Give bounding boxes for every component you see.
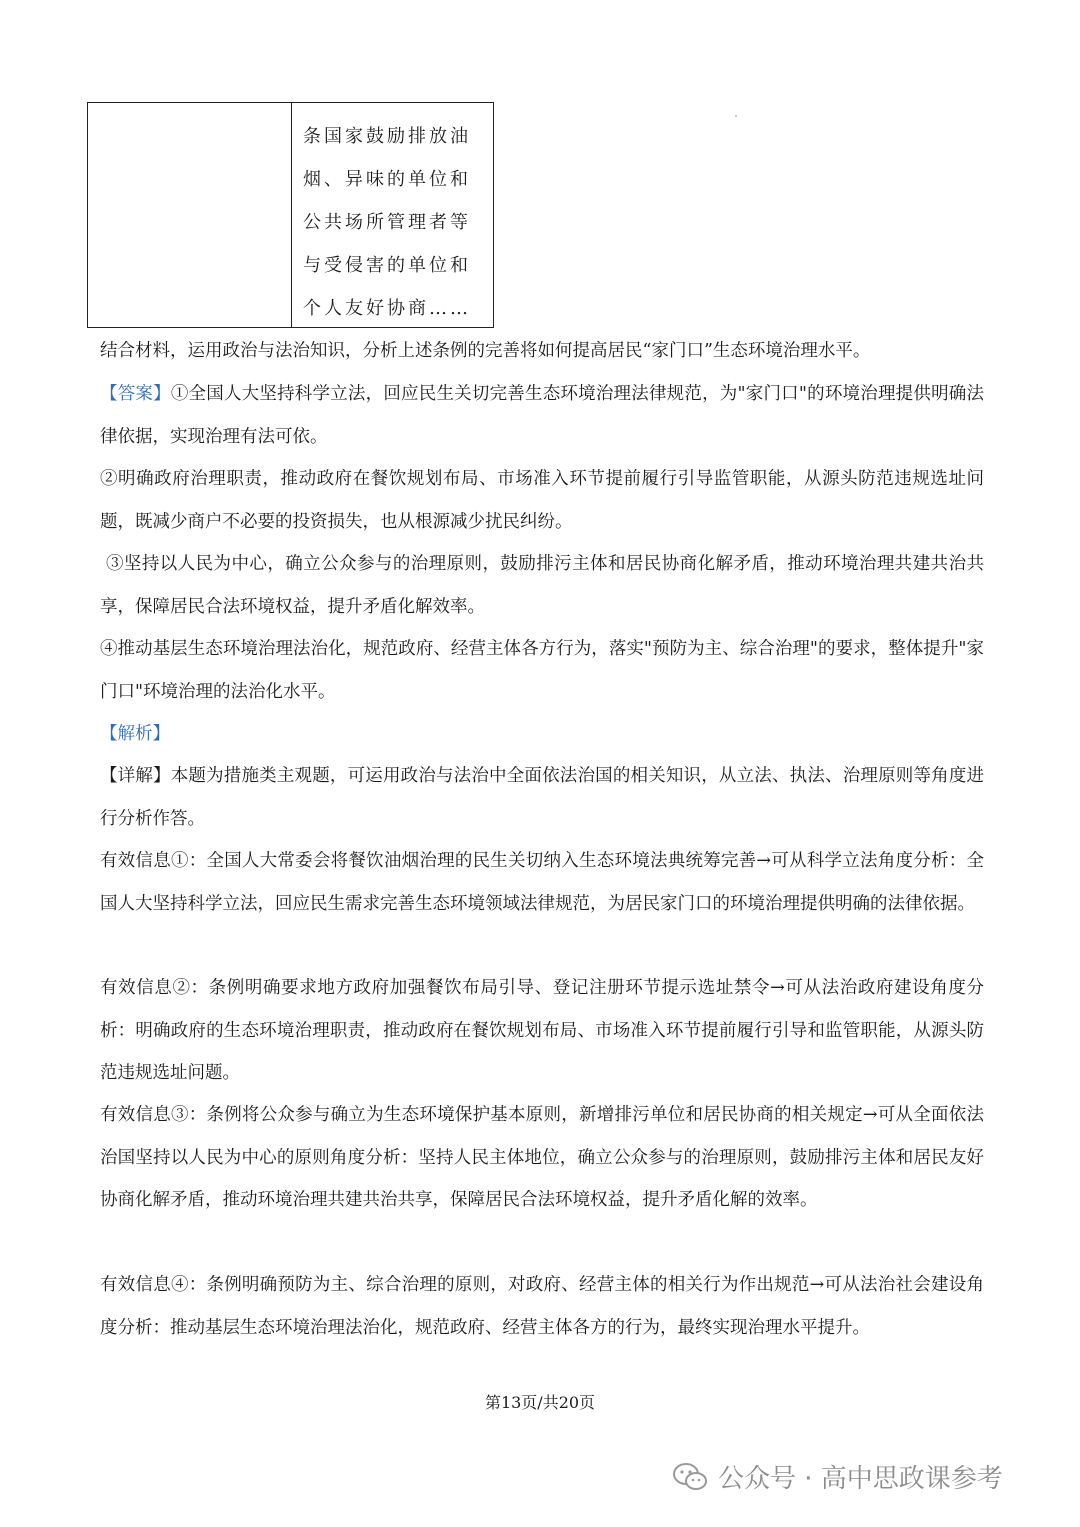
watermark-text: 公众号 · 高中思政课参考 — [718, 1464, 1003, 1494]
answer-point-4: ④推动基层生态环境治理法治化，规范政府、经营主体各方行为，落实"预防为主、综合治理"的要求，整体提升"家门口"环境治理的法治化水平。 — [100, 639, 984, 702]
effective-info-1: 有效信息①：全国人大常委会将餐饮油烟治理的民生关切纳入生态环境法典统筹完善→可从科学立法角度分析：全国人大坚持科学立法，回应民生需求完善生态环境领域法律规范，为居民家门口的环境治理提供明确的法律依据。 — [100, 851, 984, 914]
effective-info-2: 有效信息②：条例明确要求地方政府加强餐饮布局引导、登记注册环节提示选址禁令→可从法治政府建设角度分析：明确政府的生态环境治理职责，推动政府在餐饮规划布局、市场准入环节提前履行引导和监管职能，从源头防范违规选址问题。 — [100, 978, 984, 1083]
answer-point-3: ③坚持以人民为中心，确立公众参与的治理原则，鼓励排污主体和居民协商化解矛盾，推动环境治理共建共治共享，保障居民合法环境权益，提升矛盾化解效率。 — [100, 554, 984, 617]
question-text: 结合材料，运用政治与法治知识，分析上述条例的完善将如何提高居民“家门口”生态环境治理水平。 — [100, 341, 871, 361]
effective-info-4: 有效信息④：条例明确预防为主、综合治理的原则，对政府、经营主体的相关行为作出规范→可从法治社会建设角度分析：推动基层生态环境治理法治化，规范政府、经营主体各方的行为，最终实现治理水平提升。 — [100, 1275, 984, 1338]
watermark — [672, 1458, 1003, 1495]
answer-point-1: ①全国人大坚持科学立法，回应民生关切完善生态环境治理法律规范，为"家门口"的环境治理提供明确法律依据，实现治理有法可依。 — [100, 384, 984, 447]
wechat-icon — [672, 1462, 708, 1492]
analysis-heading — [100, 713, 984, 756]
effective-info-3: 有效信息③：条例将公众参与确立为生态环境保护基本原则，新增排污单位和居民协商的相关规定→可从全面依法治国坚持以人民为中心的原则角度分析：坚持人民主体地位，确立公众参与的治理原则，鼓励排污主体和居民友好协商化解矛盾，推动环境治理共建共治共享，保障居民合法环境权益，提升矛盾化解的效率。 — [100, 1105, 984, 1210]
analysis-tag: 【解析】 — [100, 724, 170, 744]
material-table — [87, 102, 494, 328]
answer-tag: 【答案】 — [100, 384, 171, 404]
table-divider — [291, 103, 292, 327]
scan-dot — [735, 115, 737, 117]
table-cell-text: 条国家鼓励排放油烟、异味的单位和公共场所管理者等与受侵害的单位和个人友好协商…… — [303, 126, 471, 319]
answer-paragraph-1 — [100, 373, 984, 458]
analysis-detail: 【详解】本题为措施类主观题，可运用政治与法治中全面依法治国的相关知识，从立法、执法、治理原则等角度进行分析作答。 — [100, 766, 984, 829]
page-number: 第13页/共20页 — [484, 1393, 596, 1412]
answer-point-2: ②明确政府治理职责，推动政府在餐饮规划布局、市场准入环节提前履行引导监管职能，从源头防范违规选址问题，既减少商户不必要的投资损失，也从根源减少扰民纠纷。 — [100, 469, 984, 532]
